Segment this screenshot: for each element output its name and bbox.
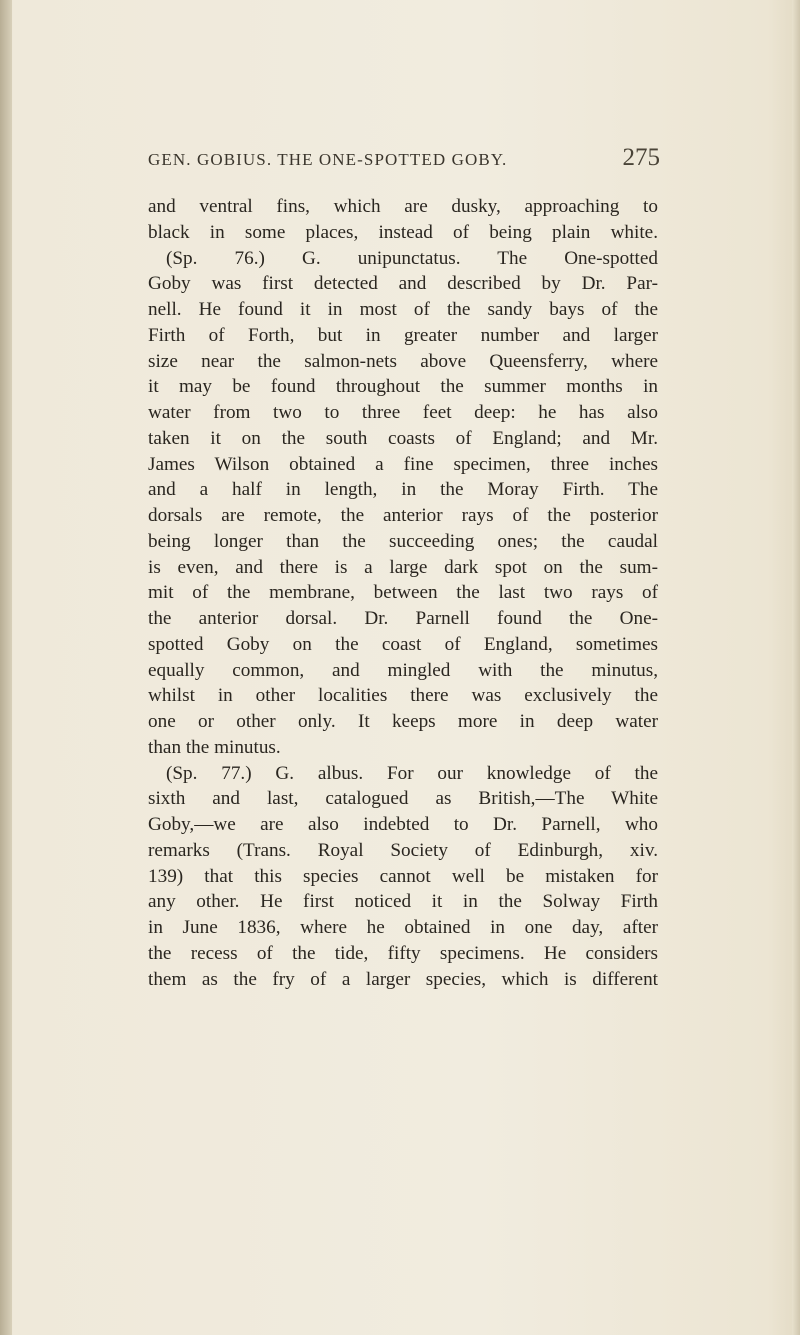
page-outer-edge	[792, 0, 800, 1335]
text-line: Goby was first detected and described by Dr. Par-	[148, 273, 658, 295]
text-line: (Sp. 76.) G. unipunctatus. The One-spotted	[166, 247, 658, 269]
running-title: GEN. GOBIUS. THE ONE-SPOTTED GOBY.	[148, 150, 508, 169]
text-line: whilst in other localities there was exclusively the	[148, 685, 658, 707]
text-line: water from two to three feet deep: he has also	[148, 402, 658, 423]
text-line: 139) that this species cannot well be mistaken for	[148, 865, 658, 887]
text-line: James Wilson obtained a fine specimen, three inches	[148, 453, 658, 475]
page-binding-edge	[0, 0, 12, 1335]
text-line: in June 1836, where he obtained in one day, after	[148, 917, 658, 938]
text-line: equally common, and mingled with the minutus,	[148, 659, 658, 681]
text-line: mit of the membrane, between the last two rays of	[148, 582, 658, 604]
text-line: them as the fry of a larger species, which is different	[148, 968, 658, 990]
text-line: sixth and last, catalogued as British,—The White	[148, 788, 658, 810]
text-line: spotted Goby on the coast of England, sometimes	[148, 633, 658, 655]
text-line: the anterior dorsal. Dr. Parnell found the One-	[148, 608, 658, 629]
text-line: Goby,—we are also indebted to Dr. Parnell, who	[148, 814, 658, 835]
text-line: taken it on the south coasts of England; and Mr.	[148, 427, 658, 449]
text-line: any other. He first noticed it in the Solway Firth	[148, 891, 658, 913]
text-line: Firth of Forth, but in greater number and larger	[148, 324, 658, 346]
text-line: one or other only. It keeps more in deep water	[148, 711, 658, 732]
text-line: and a half in length, in the Moray Firth. The	[148, 479, 658, 501]
page-number: 275	[622, 144, 660, 171]
text-line: size near the salmon-nets above Queensferry, where	[148, 350, 658, 372]
text-line: the recess of the tide, fifty specimens. He considers	[148, 942, 658, 964]
text-line: remarks (Trans. Royal Society of Edinburgh, xiv.	[148, 839, 658, 861]
text-line: being longer than the succeeding ones; the caudal	[148, 530, 658, 552]
text-line: (Sp. 77.) G. albus. For our knowledge of the	[166, 762, 658, 784]
text-line: it may be found throughout the summer months in	[148, 376, 658, 398]
text-line: nell. He found it in most of the sandy bays of the	[148, 299, 658, 320]
page-header	[148, 144, 660, 178]
body-text	[148, 194, 658, 992]
text-line: is even, and there is a large dark spot on the sum-	[148, 556, 658, 578]
text-line: and ventral fins, which are dusky, approaching to	[148, 196, 658, 217]
text-line: dorsals are remote, the anterior rays of the posterior	[148, 505, 658, 526]
text-line: than the minutus.	[148, 736, 281, 758]
text-line: black in some places, instead of being plain white.	[148, 221, 658, 243]
